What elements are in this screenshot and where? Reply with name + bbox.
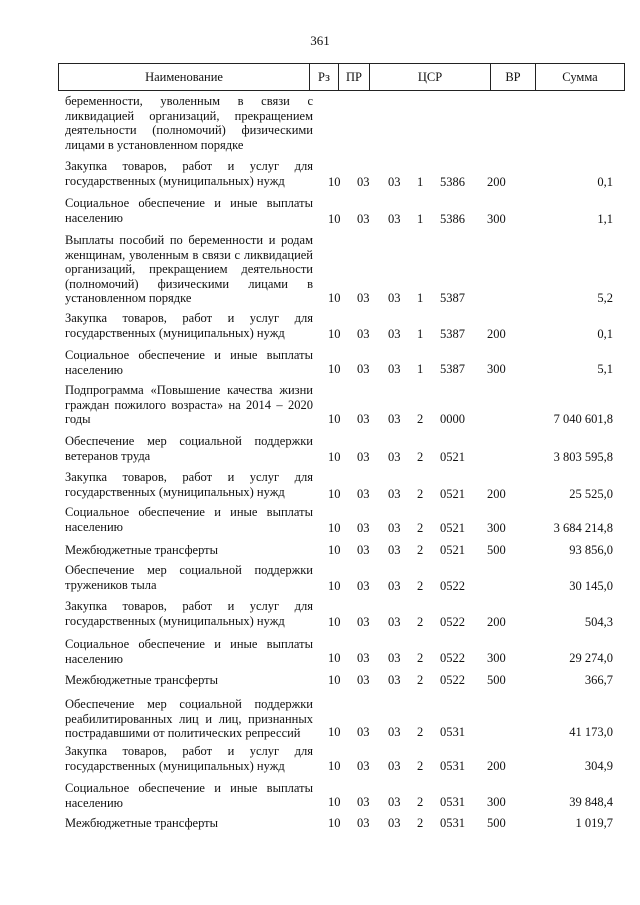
row-sum: 0,1 <box>597 327 613 341</box>
row-csr-1: 03 <box>388 673 401 687</box>
row-csr-3: 0531 <box>440 725 465 739</box>
row-sum: 5,2 <box>597 291 613 305</box>
row-csr-3: 0521 <box>440 543 465 557</box>
row-csr-2: 2 <box>417 795 424 809</box>
row-pr: 03 <box>357 362 370 376</box>
row-name: Социальное обеспечение и иные выплаты населению <box>65 348 313 377</box>
row-rz: 10 <box>328 615 341 629</box>
row-rz: 10 <box>328 579 341 593</box>
row-csr-1: 03 <box>388 450 401 464</box>
row-pr: 03 <box>357 450 370 464</box>
row-csr-2: 1 <box>417 175 424 189</box>
row-csr-3: 5386 <box>440 212 465 226</box>
row-name: Закупка товаров, работ и услуг для государственных (муниципальных) нужд <box>65 159 313 188</box>
row-sum: 39 848,4 <box>569 795 613 809</box>
row-name: Социальное обеспечение и иные выплаты населению <box>65 781 313 810</box>
row-pr: 03 <box>357 212 370 226</box>
row-pr: 03 <box>357 725 370 739</box>
row-vr: 300 <box>487 521 506 535</box>
row-vr: 200 <box>487 759 506 773</box>
row-sum: 5,1 <box>597 362 613 376</box>
row-vr: 300 <box>487 362 506 376</box>
row-csr-2: 1 <box>417 291 424 305</box>
row-csr-3: 0000 <box>440 412 465 426</box>
row-name: Выплаты пособий по беременности и родам женщинам, уволенным в связи с ликвидацией организаций, прекращением деятельности (полномочий) физическими лицами в установленном порядке <box>65 233 313 305</box>
row-csr-1: 03 <box>388 487 401 501</box>
row-name: Закупка товаров, работ и услуг для государственных (муниципальных) нужд <box>65 744 313 773</box>
row-sum: 304,9 <box>584 759 613 773</box>
row-csr-2: 2 <box>417 450 424 464</box>
row-csr-2: 2 <box>417 412 424 426</box>
row-csr-1: 03 <box>388 412 401 426</box>
row-name: Закупка товаров, работ и услуг для государственных (муниципальных) нужд <box>65 470 313 499</box>
row-pr: 03 <box>357 327 370 341</box>
row-rz: 10 <box>328 291 341 305</box>
row-csr-1: 03 <box>388 759 401 773</box>
row-sum: 30 145,0 <box>569 579 613 593</box>
header-name: Наименование <box>59 64 310 91</box>
row-csr-1: 03 <box>388 212 401 226</box>
row-name: Социальное обеспечение и иные выплаты населению <box>65 505 313 534</box>
row-csr-2: 2 <box>417 816 424 830</box>
row-name: Обеспечение мер социальной поддержки тружеников тыла <box>65 563 313 592</box>
row-csr-1: 03 <box>388 579 401 593</box>
row-sum: 41 173,0 <box>569 725 613 739</box>
row-vr: 300 <box>487 795 506 809</box>
row-vr: 500 <box>487 816 506 830</box>
row-pr: 03 <box>357 291 370 305</box>
row-csr-3: 0521 <box>440 450 465 464</box>
row-sum: 3 684 214,8 <box>553 521 613 535</box>
row-vr: 500 <box>487 673 506 687</box>
row-csr-3: 0521 <box>440 487 465 501</box>
row-rz: 10 <box>328 795 341 809</box>
row-name: Межбюджетные трансферты <box>65 816 219 830</box>
row-sum: 504,3 <box>584 615 613 629</box>
row-csr-2: 2 <box>417 579 424 593</box>
row-csr-3: 5386 <box>440 175 465 189</box>
row-pr: 03 <box>357 521 370 535</box>
row-pr: 03 <box>357 615 370 629</box>
row-csr-1: 03 <box>388 615 401 629</box>
row-name: Обеспечение мер социальной поддержки ветеранов труда <box>65 434 313 463</box>
row-vr: 500 <box>487 543 506 557</box>
row-csr-3: 0522 <box>440 615 465 629</box>
row-vr: 300 <box>487 212 506 226</box>
row-csr-1: 03 <box>388 291 401 305</box>
row-rz: 10 <box>328 521 341 535</box>
row-vr: 200 <box>487 175 506 189</box>
row-pr: 03 <box>357 175 370 189</box>
row-csr-3: 0521 <box>440 521 465 535</box>
row-name: Закупка товаров, работ и услуг для государственных (муниципальных) нужд <box>65 311 313 340</box>
row-csr-1: 03 <box>388 521 401 535</box>
header-sum: Сумма <box>536 64 625 91</box>
row-csr-1: 03 <box>388 651 401 665</box>
row-csr-3: 0522 <box>440 651 465 665</box>
header-vr: ВР <box>491 64 536 91</box>
row-csr-2: 2 <box>417 651 424 665</box>
row-rz: 10 <box>328 412 341 426</box>
row-rz: 10 <box>328 212 341 226</box>
row-sum: 29 274,0 <box>569 651 613 665</box>
row-rz: 10 <box>328 673 341 687</box>
row-csr-3: 5387 <box>440 291 465 305</box>
row-pr: 03 <box>357 487 370 501</box>
row-rz: 10 <box>328 450 341 464</box>
row-sum: 1 019,7 <box>575 816 613 830</box>
row-pr: 03 <box>357 651 370 665</box>
row-rz: 10 <box>328 175 341 189</box>
row-rz: 10 <box>328 651 341 665</box>
row-rz: 10 <box>328 543 341 557</box>
row-csr-1: 03 <box>388 175 401 189</box>
row-name: Закупка товаров, работ и услуг для государственных (муниципальных) нужд <box>65 599 313 628</box>
row-csr-1: 03 <box>388 725 401 739</box>
row-pr: 03 <box>357 673 370 687</box>
row-rz: 10 <box>328 327 341 341</box>
row-name: Межбюджетные трансферты <box>65 673 219 687</box>
row-rz: 10 <box>328 816 341 830</box>
row-rz: 10 <box>328 362 341 376</box>
row-csr-3: 0531 <box>440 795 465 809</box>
row-csr-1: 03 <box>388 795 401 809</box>
row-csr-1: 03 <box>388 816 401 830</box>
row-csr-3: 0531 <box>440 759 465 773</box>
row-csr-3: 0522 <box>440 579 465 593</box>
row-name: Социальное обеспечение и иные выплаты населению <box>65 196 313 225</box>
row-csr-1: 03 <box>388 362 401 376</box>
row-csr-1: 03 <box>388 327 401 341</box>
row-csr-3: 5387 <box>440 362 465 376</box>
row-vr: 200 <box>487 487 506 501</box>
row-name: Социальное обеспечение и иные выплаты населению <box>65 637 313 666</box>
row-sum: 1,1 <box>597 212 613 226</box>
row-sum: 3 803 595,8 <box>553 450 613 464</box>
row-rz: 10 <box>328 487 341 501</box>
row-rz: 10 <box>328 759 341 773</box>
row-name: беременности, уволенным в связи с ликвидацией организаций, прекращением деятельности (полномочий) физическими лицами в установленном порядке <box>65 94 313 152</box>
header-pr: ПР <box>339 64 370 91</box>
row-vr: 300 <box>487 651 506 665</box>
row-pr: 03 <box>357 412 370 426</box>
row-name: Межбюджетные трансферты <box>65 543 219 557</box>
row-csr-2: 1 <box>417 327 424 341</box>
row-csr-3: 0531 <box>440 816 465 830</box>
row-name: Подпрограмма «Повышение качества жизни граждан пожилого возраста» на 2014 – 2020 годы <box>65 383 313 426</box>
row-sum: 7 040 601,8 <box>553 412 613 426</box>
page-number: 361 <box>310 33 330 48</box>
row-csr-1: 03 <box>388 543 401 557</box>
row-csr-2: 2 <box>417 487 424 501</box>
row-sum: 25 525,0 <box>569 487 613 501</box>
row-csr-3: 5387 <box>440 327 465 341</box>
row-pr: 03 <box>357 759 370 773</box>
header-csr: ЦСР <box>370 64 491 91</box>
row-vr: 200 <box>487 615 506 629</box>
row-csr-2: 2 <box>417 725 424 739</box>
row-pr: 03 <box>357 795 370 809</box>
row-csr-2: 1 <box>417 212 424 226</box>
row-sum: 0,1 <box>597 175 613 189</box>
row-vr: 200 <box>487 327 506 341</box>
row-csr-2: 2 <box>417 543 424 557</box>
row-rz: 10 <box>328 725 341 739</box>
row-pr: 03 <box>357 579 370 593</box>
row-csr-2: 2 <box>417 615 424 629</box>
row-csr-2: 2 <box>417 521 424 535</box>
row-sum: 366,7 <box>584 673 613 687</box>
row-name: Обеспечение мер социальной поддержки реабилитированных лиц и лиц, признанных пострадавшими от политических репрессий <box>65 697 313 740</box>
row-sum: 93 856,0 <box>569 543 613 557</box>
row-pr: 03 <box>357 816 370 830</box>
row-pr: 03 <box>357 543 370 557</box>
header-rz: Рз <box>310 64 339 91</box>
row-csr-2: 2 <box>417 673 424 687</box>
row-csr-2: 1 <box>417 362 424 376</box>
row-csr-2: 2 <box>417 759 424 773</box>
row-csr-3: 0522 <box>440 673 465 687</box>
